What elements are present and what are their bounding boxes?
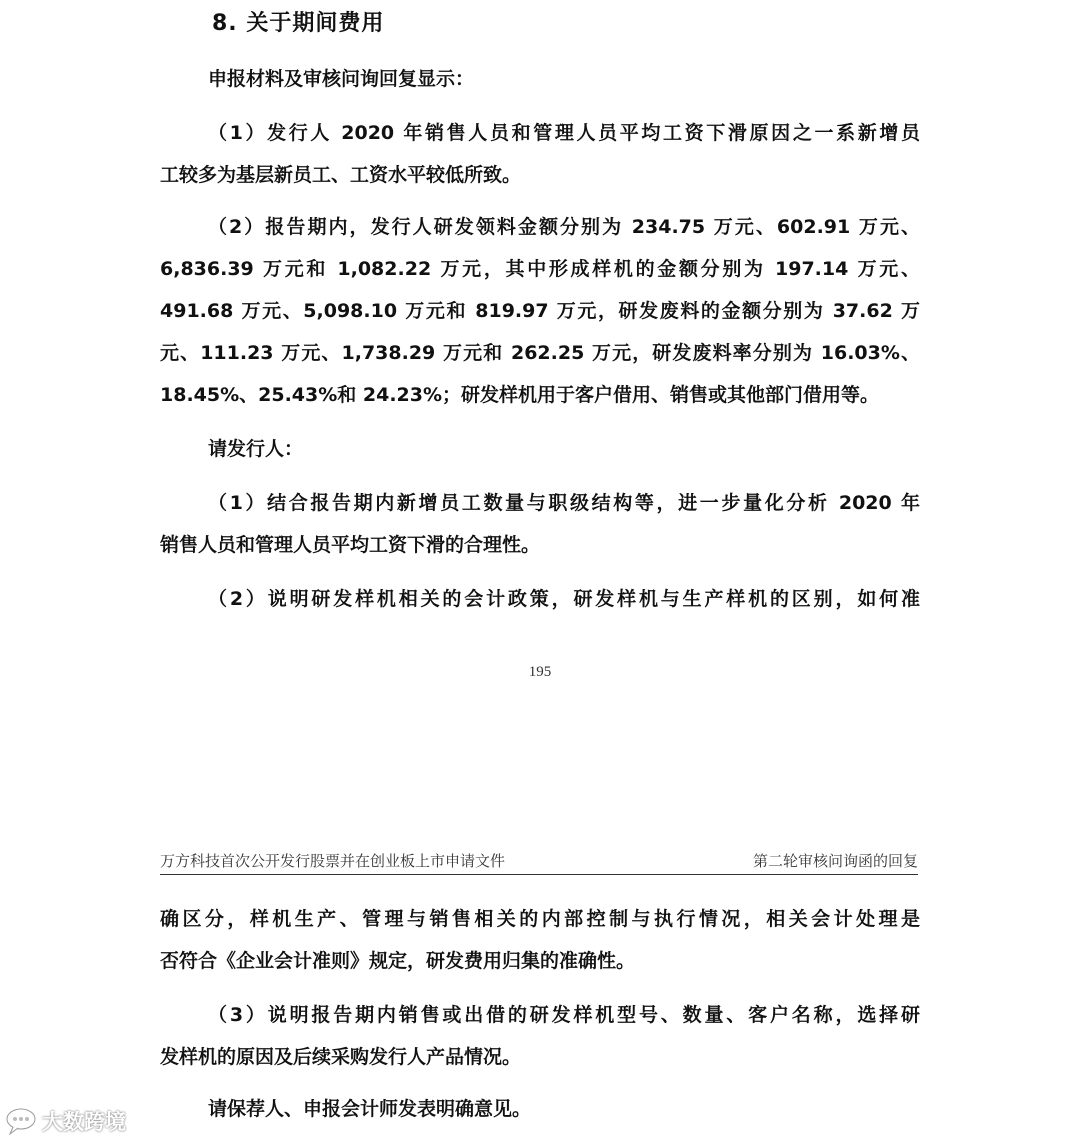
request2-line-2: 确区分，样机生产、管理与销售相关的内部控制与执行情况，相关会计处理是 (160, 908, 920, 930)
chat-bubble-logo-icon (4, 1106, 38, 1136)
request-intro-line: 请发行人： (208, 438, 304, 460)
item2-line-3: 491.68 万元、5,098.10 万元和 819.97 万元，研发废料的金额分别为 37.62 万 (160, 300, 920, 322)
closing-paragraph (160, 1088, 968, 1130)
intro-line: 申报材料及审核问询回复显示： (208, 68, 475, 90)
request-intro-paragraph (160, 428, 968, 470)
section-heading: 8. 关于期间费用 (212, 11, 385, 36)
item2-paragraph (160, 206, 920, 416)
request1-paragraph (160, 482, 920, 566)
item2-line-4: 元、111.23 万元、1,738.29 万元和 262.25 万元，研发废料率分别为 16.03%、 (160, 342, 920, 364)
request2-paragraph-continued (160, 898, 920, 982)
request2-paragraph-start (160, 578, 920, 620)
request2-line-1: （2）说明研发样机相关的会计政策，研发样机与生产样机的区别，如何准 (208, 588, 920, 610)
item1-paragraph (160, 112, 920, 196)
running-header (160, 850, 918, 875)
item1-line-2: 工较多为基层新员工、工资水平较低所致。 (160, 164, 522, 186)
watermark (4, 1104, 126, 1138)
request1-line-2: 销售人员和管理人员平均工资下滑的合理性。 (160, 534, 541, 556)
request1-line-1: （1）结合报告期内新增员工数量与职级结构等，进一步量化分析 2020 年 (208, 492, 920, 514)
page-number: 195 (528, 664, 552, 680)
request3-line-1: （3）说明报告期内销售或出借的研发样机型号、数量、客户名称，选择研 (208, 1004, 920, 1026)
running-header-document-title: 万方科技首次公开发行股票并在创业板上市申请文件 (160, 852, 506, 870)
item2-line-2: 6,836.39 万元和 1,082.22 万元，其中形成样机的金额分别为 197.14 万元、 (160, 258, 920, 280)
request2-line-3: 否符合《企业会计准则》规定，研发费用归集的准确性。 (160, 950, 636, 972)
closing-line: 请保荐人、申报会计师发表明确意见。 (208, 1098, 532, 1120)
item1-line-1: （1）发行人 2020 年销售人员和管理人员平均工资下滑原因之一系新增员 (208, 122, 920, 144)
running-header-section-title: 第二轮审核问询函的回复 (752, 852, 918, 870)
watermark-text: 大数跨境 (42, 1110, 126, 1134)
item2-line-1: （2）报告期内，发行人研发领料金额分别为 234.75 万元、602.91 万元、 (208, 216, 920, 238)
request3-paragraph (160, 994, 920, 1078)
item2-line-5: 18.45%、25.43%和 24.23%；研发样机用于客户借用、销售或其他部门借用等。 (160, 384, 880, 406)
request3-line-2: 发样机的原因及后续采购发行人产品情况。 (160, 1046, 522, 1068)
intro-paragraph (160, 58, 968, 100)
